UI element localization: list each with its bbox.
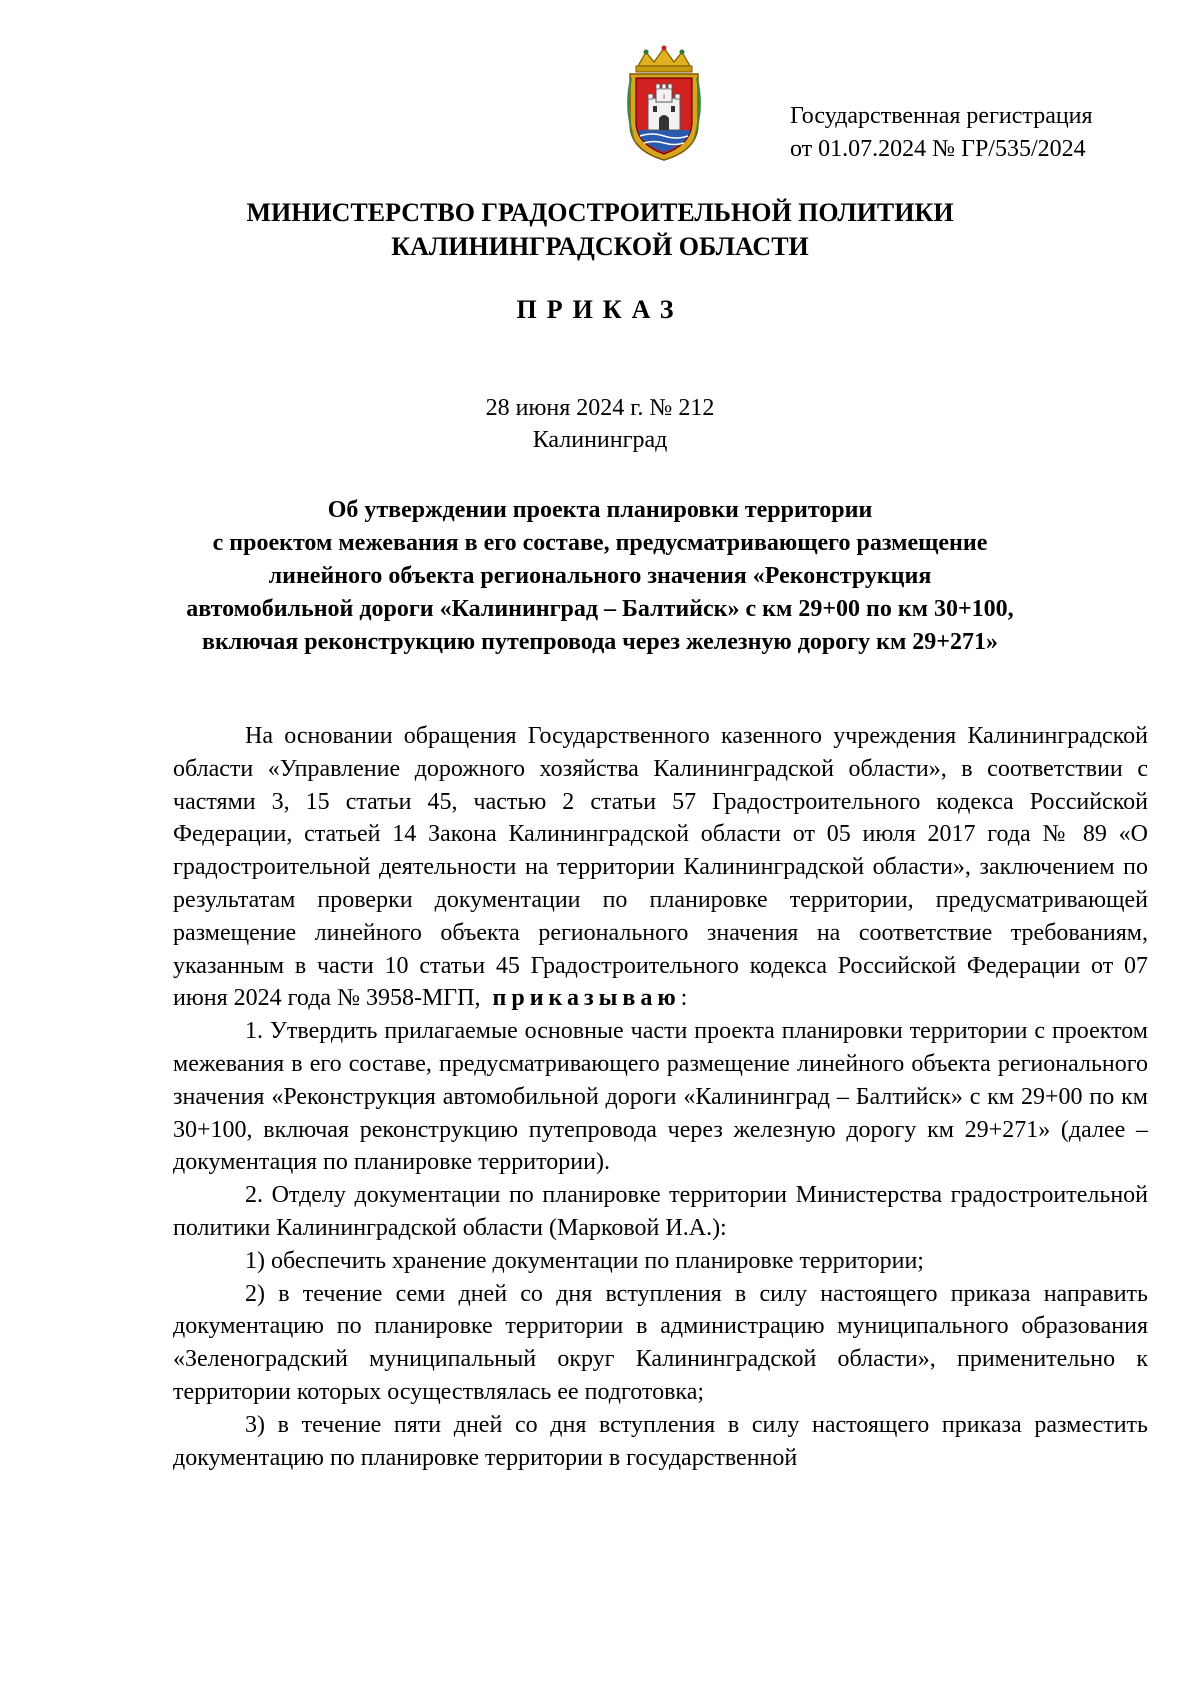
ministry-line-1: МИНИСТЕРСТВО ГРАДОСТРОИТЕЛЬНОЙ ПОЛИТИКИ <box>246 198 954 227</box>
order-heading: ПРИКАЗ <box>516 295 684 324</box>
ministry-title <box>0 196 1200 264</box>
clause-paragraph: 2) в течение семи дней со дня вступления в силу настоящего приказа направить документацию по планировке территории в администрацию муниципального образования «Зеленоградский муниципальный округ Калининградской области», применительно к территории которых осуществлялась ее подготовка; <box>173 1280 1148 1405</box>
preamble-text: На основании обращения Государственного казенного учреждения Калининградской области «Управление дорожного хозяйства Калининградской области», в соответствии с частями 3, 15 статьи 45, частью 2 статьи 57 Градостроительного кодекса Российской Федерации, статьей 14 Закона Калининградской области от 05 июля 2017 года № 89 «О градостроительной деятельности на территории Калининградской области», заключением по результатам проверки документации по планировке территории, предусматривающей размещение линейного объекта регионального значения на соответствие требованиям, указанным в части 10 статьи 45 Градостроительного кодекса Российской Федерации от 07 июня 2024 года № 3958-МГП, <box>173 723 1148 1012</box>
preamble-paragraph <box>173 720 1148 1015</box>
ministry-line-2: КАЛИНИНГРАДСКОЙ ОБЛАСТИ <box>391 232 809 261</box>
clause-paragraph: 1) обеспечить хранение документации по планировке территории; <box>245 1247 924 1274</box>
clause-paragraph: 3) в течение пяти дней со дня вступления в силу настоящего приказа разместить документацию по планировке территории в государственной <box>173 1411 1148 1471</box>
order-verb: приказываю <box>492 985 681 1012</box>
subject-line: линейного объекта регионального значения «Реконструкция <box>268 563 932 589</box>
subject-line: включая реконструкцию путепровода через железную дорогу км 29+271» <box>202 629 998 655</box>
clause-paragraph: 1. Утвердить прилагаемые основные части проекта планировки территории с проектом межевания в его составе, предусматривающего размещение линейного объекта регионального значения «Реконструкция автомобильной дороги «Калининград – Балтийск» с км 29+00 по км 30+100, включая реконструкцию путепровода через железную дорогу км 29+271» (далее – документация по планировке территории). <box>173 1018 1148 1176</box>
registration-line-2: от 01.07.2024 № ГР/535/2024 <box>790 136 1086 162</box>
subject-line: автомобильной дороги «Калининград – Балтийск» с км 29+00 по км 30+100, <box>186 596 1014 622</box>
clause-paragraph: 2. Отделу документации по планировке территории Министерства градостроительной политики Калининградской области (Марковой И.А.): <box>173 1182 1148 1241</box>
order-subject <box>0 494 1200 659</box>
registration-line-1: Государственная регистрация <box>790 103 1093 129</box>
subject-line: Об утверждении проекта планировки территории <box>327 497 873 523</box>
svg-text:I: I <box>662 93 666 101</box>
subject-line: с проектом межевания в его составе, предусматривающего размещение <box>212 530 988 556</box>
registration-stamp <box>790 100 1093 166</box>
order-verb-suffix: : <box>680 985 688 1012</box>
order-body <box>173 720 1148 1474</box>
coat-of-arms-emblem <box>616 44 712 164</box>
order-city: Калининград <box>532 427 668 453</box>
order-date-number: 28 июня 2024 г. № 212 <box>485 395 715 421</box>
